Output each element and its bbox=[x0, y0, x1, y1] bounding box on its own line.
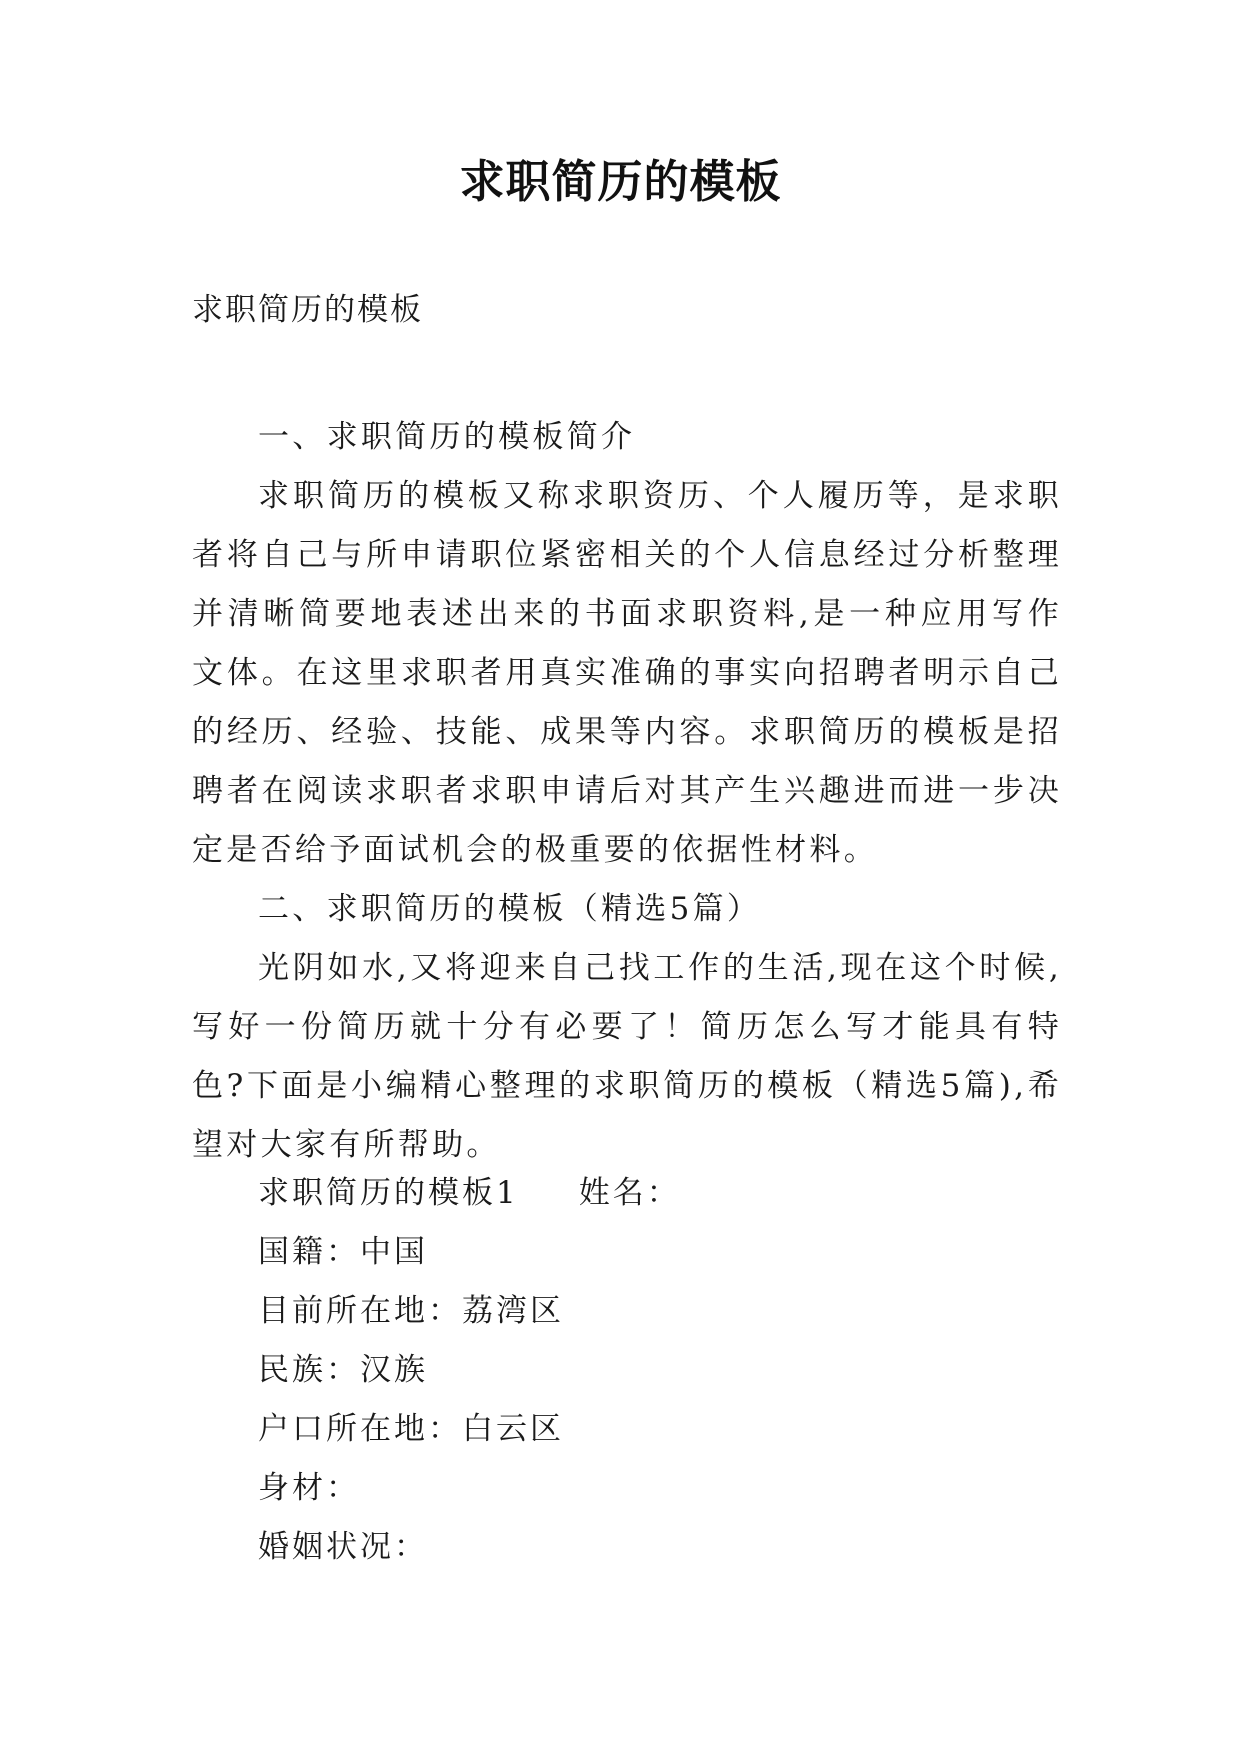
document-subtitle: 求职简历的模板 bbox=[192, 292, 423, 328]
template-label: 求职简历的模板1 bbox=[258, 1175, 519, 1211]
section-heading-templates: 二、求职简历的模板（精选5篇） bbox=[258, 891, 762, 927]
field-ethnicity: 民族：汉族 bbox=[258, 1352, 428, 1388]
name-label: 姓名： bbox=[578, 1175, 681, 1211]
resume-fields bbox=[258, 1164, 681, 1577]
document-body bbox=[192, 408, 1062, 1175]
paragraph-intro: 求职简历的模板又称求职资历、个人履历等，是求职者将自己与所申请职位紧密相关的个人信息经过分析整理并清晰简要地表述出来的书面求职资料,是一种应用写作文体。在这里求职者用真实准确的事实向招聘者明示自己的经历、经验、技能、成果等内容。求职简历的模板是招聘者在阅读求职者求职申请后对其产生兴趣进而进一步决定是否给予面试机会的极重要的依据性材料。 bbox=[192, 478, 1062, 868]
section-heading-intro: 一、求职简历的模板简介 bbox=[258, 419, 636, 455]
field-household-registration: 户口所在地：白云区 bbox=[258, 1411, 564, 1447]
paragraph-templates: 光阴如水,又将迎来自己找工作的生活,现在这个时候,写好一份简历就十分有必要了！简历怎么写才能具有特色?下面是小编精心整理的求职简历的模板（精选5篇),希望对大家有所帮助。 bbox=[192, 950, 1062, 1163]
field-physique: 身材： bbox=[258, 1470, 360, 1506]
field-marital-status: 婚姻状况： bbox=[258, 1529, 428, 1565]
document-title: 求职简历的模板 bbox=[459, 155, 782, 208]
field-current-location: 目前所在地：荔湾区 bbox=[258, 1293, 564, 1329]
field-nationality: 国籍：中国 bbox=[258, 1234, 428, 1270]
template-header-row bbox=[258, 1164, 681, 1223]
